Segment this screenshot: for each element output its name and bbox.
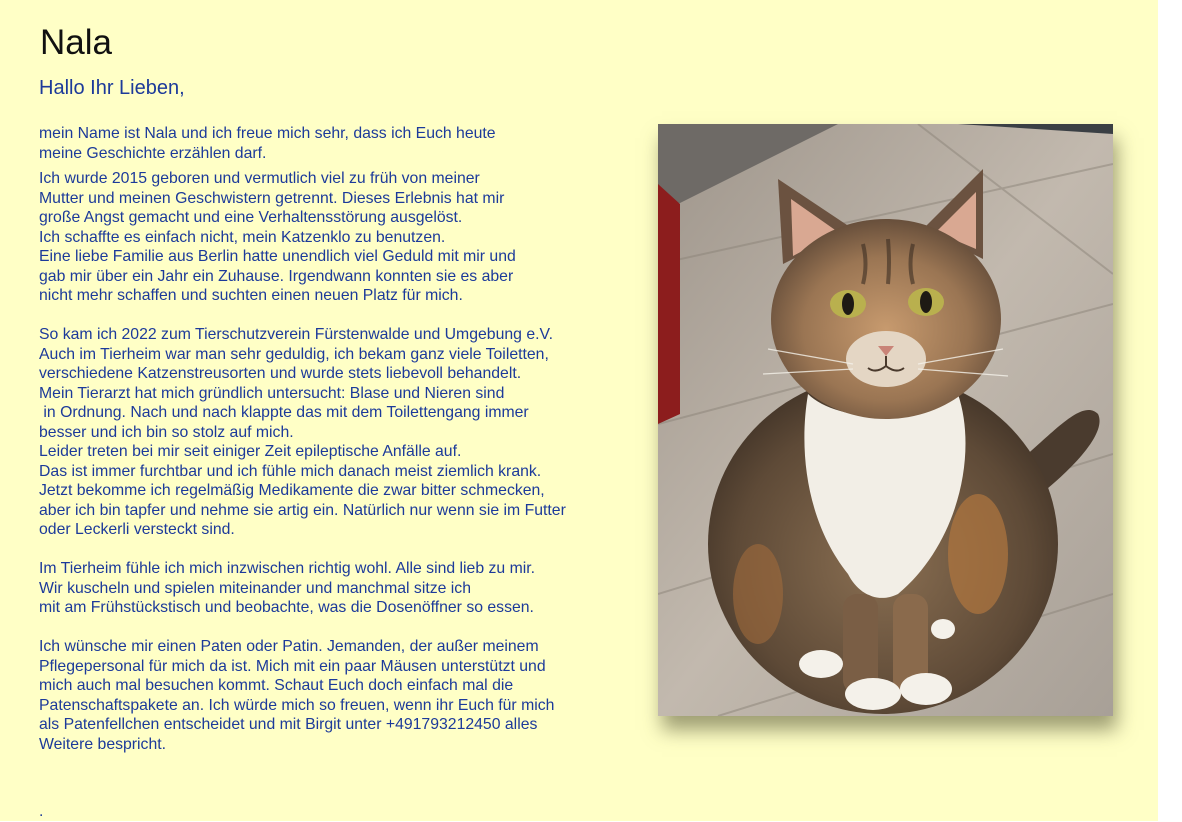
text-line: nicht mehr schaffen und suchten einen neuen Platz für mich. [39, 287, 463, 304]
text-line: mein Name ist Nala und ich freue mich sehr, dass ich Euch heute [39, 125, 496, 142]
text-line: gab mir über ein Jahr ein Zuhause. Irgendwann konnten sie es aber [39, 267, 514, 285]
text-line: in Ordnung. Nach und nach klappte das mit dem Toilettengang immer [39, 404, 529, 421]
text-line: Im Tierheim fühle ich mich inzwischen richtig wohl. Alle sind lieb zu mir. [39, 560, 536, 577]
text-line: Mutter und meinen Geschwistern getrennt. Dieses Erlebnis hat mir [39, 189, 505, 207]
cat-photo [658, 124, 1113, 716]
paragraph-intro [39, 124, 639, 163]
text-line: mich auch mal besuchen kommt. Schaut Euch doch einfach mal die [39, 677, 514, 694]
text-line: Jetzt bekomme ich regelmäßig Medikamente die zwar bitter schmecken, [39, 482, 545, 499]
text-line: als Patenfellchen entscheidet und mit Birgit unter +491793212450 alles [39, 716, 538, 733]
text-line: oder Leckerli versteckt sind. [39, 521, 235, 538]
text-line: mit am Frühstückstisch und beobachte, was die Dosenöffner so essen. [39, 599, 534, 616]
paragraph-sponsor-request [39, 637, 639, 754]
text-line: große Angst gemacht und eine Verhaltensstörung ausgelöst. [39, 209, 463, 226]
text-line: Eine liebe Familie aus Berlin hatte unendlich viel Geduld mit mir und [39, 248, 516, 265]
text-line: Pflegepersonal für mich da ist. Mich mit ein paar Mäusen unterstützt und [39, 657, 546, 675]
text-line: Wir kuscheln und spielen miteinander und manchmal sitze ich [39, 579, 471, 597]
text-line: Leider treten bei mir seit einiger Zeit epileptische Anfälle auf. [39, 443, 462, 460]
paragraph-daily-life [39, 559, 639, 618]
cat-photo-icon [658, 124, 1113, 716]
greeting: Hallo Ihr Lieben, [39, 77, 185, 99]
text-line: besser und ich bin so stolz auf mich. [39, 423, 294, 441]
text-line: Ich wünsche mir einen Paten oder Patin. Jemanden, der außer meinem [39, 638, 539, 655]
text-line: meine Geschichte erzählen darf. [39, 144, 267, 162]
text-line: Weitere bespricht. [39, 735, 167, 753]
stray-mark: . [39, 803, 44, 820]
text-line: Auch im Tierheim war man sehr geduldig, ich bekam ganz viele Toiletten, [39, 345, 549, 363]
text-line: verschiedene Katzenstreusorten und wurde stets liebevoll behandelt. [39, 365, 522, 382]
text-line: Mein Tierarzt hat mich gründlich untersucht: Blase und Nieren sind [39, 384, 505, 402]
text-line: Das ist immer furchtbar und ich fühle mich danach meist ziemlich krank. [39, 462, 542, 480]
text-line: Ich wurde 2015 geboren und vermutlich viel zu früh von meiner [39, 170, 480, 187]
story-text [39, 124, 639, 754]
paragraph-history [39, 169, 639, 306]
text-line: Patenschaftspakete an. Ich würde mich so freuen, wenn ihr Euch für mich [39, 696, 555, 714]
text-line: So kam ich 2022 zum Tierschutzverein Fürstenwalde und Umgebung e.V. [39, 326, 553, 343]
text-line: Ich schaffte es einfach nicht, mein Katzenklo zu benutzen. [39, 228, 446, 246]
paragraph-shelter [39, 325, 639, 540]
text-line: aber ich bin tapfer und nehme sie artig ein. Natürlich nur wenn sie im Futter [39, 501, 566, 519]
page-title: Nala [40, 23, 112, 62]
